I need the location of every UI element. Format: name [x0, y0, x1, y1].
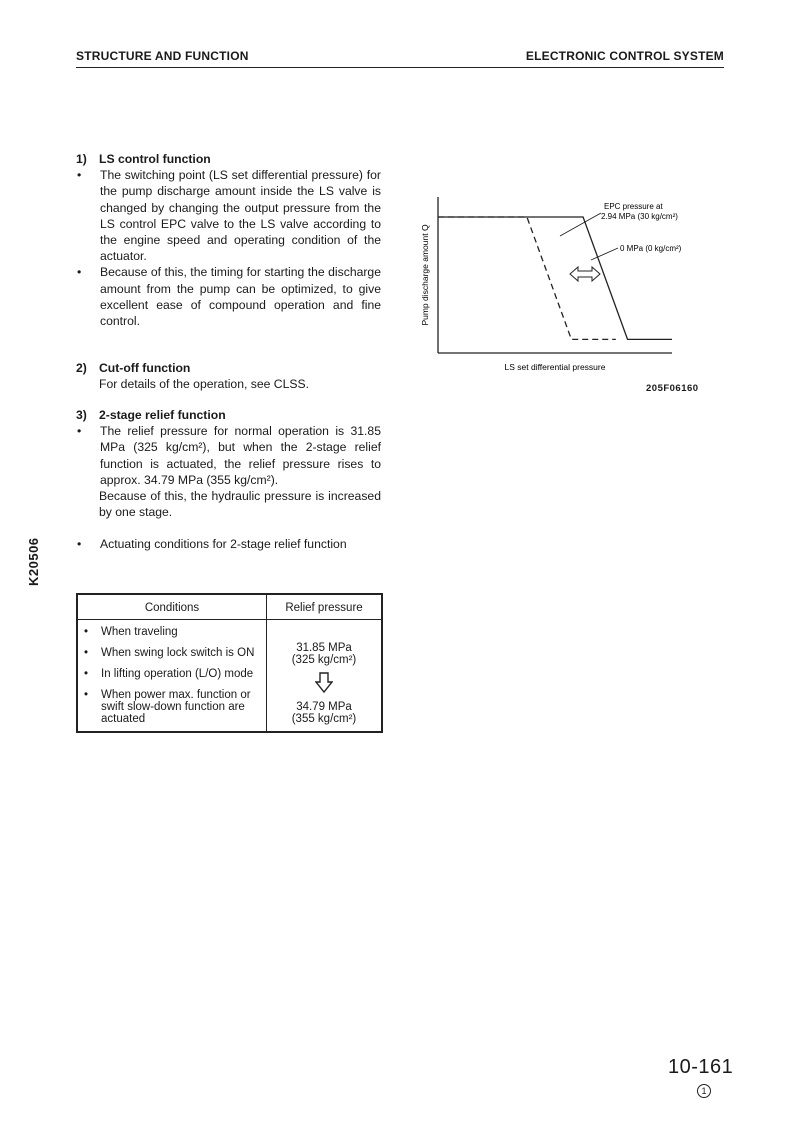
bullet-dot: • [84, 647, 89, 659]
condition-text: When traveling [101, 626, 178, 638]
ls-pressure-chart [418, 190, 708, 385]
section-number: 3) [76, 408, 87, 422]
bullet-dot: • [84, 689, 89, 701]
series-layer [438, 217, 672, 339]
section-cutoff [76, 360, 381, 392]
section-title: 2-stage relief function [99, 408, 226, 422]
section-text: Because of this, the hydraulic pressure is increased by one stage. [99, 489, 381, 520]
section-title: Cut-off function [99, 361, 191, 375]
bullet-text: Because of this, the timing for starting the discharge amount from the pump can be optimized, to give excellent ease of compound operation and fine control. [100, 265, 381, 329]
page-header [76, 49, 724, 68]
label-epc-line2: 2.94 MPa (30 kg/cm²) [601, 212, 678, 221]
bullet-dot: • [84, 668, 89, 680]
revision-mark: 1 [697, 1084, 711, 1098]
section-text: For details of the operation, see CLSS. [99, 377, 310, 392]
bullet-item [76, 167, 381, 264]
section-heading [76, 360, 381, 376]
double-arrow-icon [570, 267, 600, 281]
section-number: 1) [76, 152, 87, 166]
relief-pressure-cell [267, 620, 383, 733]
figure-id: 205F06160 [646, 383, 699, 394]
section-number: 2) [76, 361, 87, 375]
condition-text: When swing lock switch is ON [101, 647, 255, 659]
bullet-text: The relief pressure for normal operation is 31.85 MPa (325 kg/cm²), but when the 2-stage relief function is actuated, the relief pressure rises to approx. 34.79 MPa (355 kg/cm²). [100, 424, 381, 487]
condition-text: In lifting operation (L/O) mode [101, 668, 254, 680]
label-zero: 0 MPa (0 kg/cm²) [620, 244, 682, 253]
section-heading [76, 151, 381, 167]
page-number: 10-161 [668, 1056, 734, 1078]
list-item [84, 647, 262, 659]
relief-after-kg: (355 kg/cm²) [291, 713, 357, 725]
bullet-text: Actuating conditions for 2-stage relief function [100, 537, 347, 552]
series-line-1 [438, 217, 672, 339]
header-chapter-title: ELECTRONIC CONTROL SYSTEM [525, 49, 724, 63]
relief-after-value: 34.79 MPa [296, 701, 352, 713]
list-item [84, 668, 262, 680]
list-item [84, 689, 262, 725]
table-row [77, 620, 382, 733]
relief-before-value: 31.85 MPa [296, 642, 352, 654]
bullet-dot: • [77, 168, 82, 183]
table-header-row [77, 594, 382, 620]
section-2stage-relief [76, 407, 381, 553]
bullet-item [76, 536, 381, 552]
header-section-title: STRUCTURE AND FUNCTION [76, 49, 249, 63]
bullet-item [76, 264, 381, 329]
bullet-dot: • [77, 265, 82, 280]
bullet-dot: • [77, 424, 82, 439]
chart-svg [418, 190, 708, 380]
bullet-item [76, 423, 381, 488]
column-header-conditions: Conditions [77, 594, 267, 620]
y-axis-label: Pump discharge amount Q [420, 224, 430, 326]
bullet-dot: • [84, 626, 89, 638]
bullet-text: The switching point (LS set differential pressure) for the pump discharge amount inside the LS valve is changed by changing the output pressure from the LS control EPC valve to the LS valve according to the engine speed and operating condition of the actuator. [100, 168, 381, 264]
section-heading [76, 407, 381, 423]
list-item [84, 626, 262, 638]
relief-before-kg: (325 kg/cm²) [291, 654, 357, 666]
down-arrow-icon [268, 672, 380, 697]
conditions-cell [77, 620, 267, 733]
bullet-dot: • [77, 537, 82, 552]
conditions-table [76, 593, 383, 733]
column-header-relief: Relief pressure [267, 594, 383, 620]
section-title: LS control function [99, 152, 211, 166]
section-ls-control [76, 151, 381, 329]
margin-code: K20506 [26, 537, 41, 586]
x-axis-label: LS set differential pressure [504, 362, 606, 372]
condition-text: When power max. function or swift slow-down function are actuated [101, 689, 251, 725]
label-epc-line1: EPC pressure at [604, 202, 663, 211]
